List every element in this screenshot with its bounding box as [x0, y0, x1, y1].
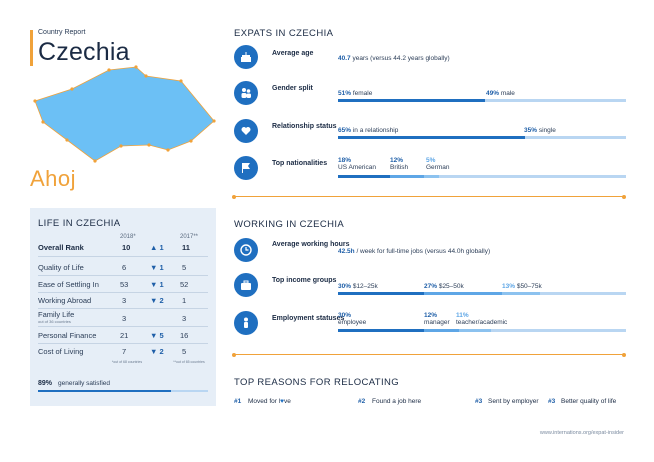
gender-label: Gender split [272, 85, 313, 92]
income-3: 13% $50–75k [502, 283, 542, 290]
nationality-1: 18% US American [338, 157, 376, 171]
trend-down-icon: ▼ [150, 280, 158, 289]
working-abroad-prev: 1 [182, 296, 187, 305]
income-bar-3 [502, 292, 539, 295]
divider-dot [232, 195, 236, 199]
heart-hand-icon [234, 119, 258, 143]
employment-1: 30% employee [338, 312, 367, 326]
reasons-title: TOP REASONS FOR RELOCATING [234, 377, 400, 388]
divider-dot [232, 353, 236, 357]
reason-3-text: Sent by employer [488, 398, 539, 405]
hours-value: 42.5h / week for full-time jobs (versus 44.0h globally) [338, 248, 491, 255]
relationship-value: 65% in a relationship [338, 127, 399, 134]
person-icon [234, 311, 258, 335]
employment-3: 11% teacher/academic [456, 312, 508, 326]
footnote-prev: **out of 65 countries [173, 360, 205, 364]
male-value: 49% male [486, 90, 515, 97]
cost-current: 7 [122, 347, 127, 356]
family-label: Family Life [38, 310, 75, 319]
nationality-bar-1 [338, 175, 390, 178]
reason-4-text: Better quality of life [561, 398, 617, 405]
row-divider [38, 292, 208, 293]
income-label: Top income groups [272, 277, 337, 284]
trend-down-icon: ▼ [150, 347, 158, 356]
finance-label: Personal Finance [38, 331, 97, 340]
female-value: 51% female [338, 90, 373, 97]
country-map [30, 64, 220, 164]
quality-trend: ▼ 1 [150, 263, 164, 272]
divider-dot [622, 353, 626, 357]
trend-down-icon: ▼ [150, 331, 158, 340]
accent-bar [30, 30, 33, 66]
nationality-bar-2 [390, 175, 425, 178]
finance-current: 21 [120, 331, 129, 340]
age-label: Average age [272, 50, 314, 57]
working-abroad-current: 3 [122, 296, 127, 305]
nationality-bar-3 [424, 175, 438, 178]
working-title: WORKING IN CZECHIA [234, 219, 345, 230]
expats-title: EXPATS IN CZECHIA [234, 28, 334, 39]
section-divider [234, 196, 624, 197]
satisfied-percent: 89% [38, 380, 53, 387]
quality-prev: 5 [182, 263, 187, 272]
row-divider [38, 256, 208, 257]
row-divider [38, 343, 208, 344]
working-abroad-trend: ▼ 2 [150, 296, 164, 305]
reason-2-text: Found a job here [372, 398, 422, 405]
trend-down-icon: ▼ [150, 263, 158, 272]
quality-label: Quality of Life [38, 263, 84, 272]
rank-current: 10 [122, 243, 131, 252]
briefcase-icon [234, 273, 258, 297]
nationality-2: 12% British [390, 157, 409, 171]
single-value: 35% single [524, 127, 556, 134]
website-link[interactable]: www.internations.org/expat-insider [539, 430, 624, 436]
report-label: Country Report [38, 29, 86, 36]
footnote-current: *out of 68 countries [111, 360, 143, 364]
cost-trend: ▼ 2 [150, 347, 164, 356]
rank-prev: 11 [182, 243, 190, 252]
cost-prev: 5 [182, 347, 187, 356]
finance-trend: ▼ 5 [150, 331, 164, 340]
section-divider [234, 354, 624, 355]
cost-label: Cost of Living [38, 347, 84, 356]
employment-2: 12% manager [424, 312, 450, 326]
settling-label: Ease of Settling In [38, 280, 99, 289]
income-bar-2 [424, 292, 502, 295]
income-1: 30% $12–25k [338, 283, 378, 290]
satisfied-fill [38, 390, 171, 392]
greeting: Ahoj [30, 166, 77, 191]
rank-label: Overall Rank [38, 243, 84, 252]
row-divider [38, 326, 208, 327]
employment-bar-2 [424, 329, 459, 332]
nationality-3: 5% German [426, 157, 450, 171]
family-sub: out of 36 countries [38, 319, 71, 324]
divider-dot [622, 195, 626, 199]
working-abroad-label: Working Abroad [38, 296, 92, 305]
row-divider [38, 275, 208, 276]
settling-current: 53 [120, 280, 129, 289]
family-prev: 3 [182, 314, 187, 323]
employment-bar-3 [459, 329, 491, 332]
satisfied-label: generally satisfied [58, 380, 111, 387]
reason-2-rank: #2 [358, 398, 366, 405]
reason-3-rank: #3 [475, 398, 483, 405]
reason-1-text: Moved for l♥ve [248, 398, 291, 405]
trend-up-icon: ▲ [150, 243, 158, 252]
finance-prev: 16 [180, 331, 189, 340]
clock-icon [234, 238, 258, 262]
quality-current: 6 [122, 263, 127, 272]
reason-1-rank: #1 [234, 398, 242, 405]
income-bar-1 [338, 292, 424, 295]
row-divider [38, 308, 208, 309]
year-current: 2018* [120, 234, 136, 240]
relationship-bar [338, 136, 525, 139]
trend-down-icon: ▼ [150, 296, 158, 305]
relationship-label: Relationship status [272, 123, 337, 130]
country-title: Czechia [38, 38, 130, 66]
year-prev: 2017** [180, 234, 199, 240]
hours-label: Average working hours [272, 241, 350, 248]
heart-icon: ♥ [280, 398, 285, 405]
family-current: 3 [122, 314, 127, 323]
settling-prev: 52 [180, 280, 189, 289]
age-value: 40.7 years (versus 44.2 years globally) [338, 55, 450, 62]
gender-female-bar [338, 99, 485, 102]
people-icon [234, 81, 258, 105]
reason-4-rank: #3 [548, 398, 556, 405]
birthday-cake-icon [234, 45, 258, 69]
income-2: 27% $25–50k [424, 283, 464, 290]
settling-trend: ▼ 1 [150, 280, 164, 289]
nationalities-label: Top nationalities [272, 160, 328, 167]
rank-trend: ▲ 1 [150, 243, 164, 252]
employment-bar-1 [338, 329, 424, 332]
life-title: LIFE IN CZECHIA [38, 218, 121, 229]
employment-label: Employment statuses [272, 315, 345, 322]
flag-icon [234, 156, 258, 180]
